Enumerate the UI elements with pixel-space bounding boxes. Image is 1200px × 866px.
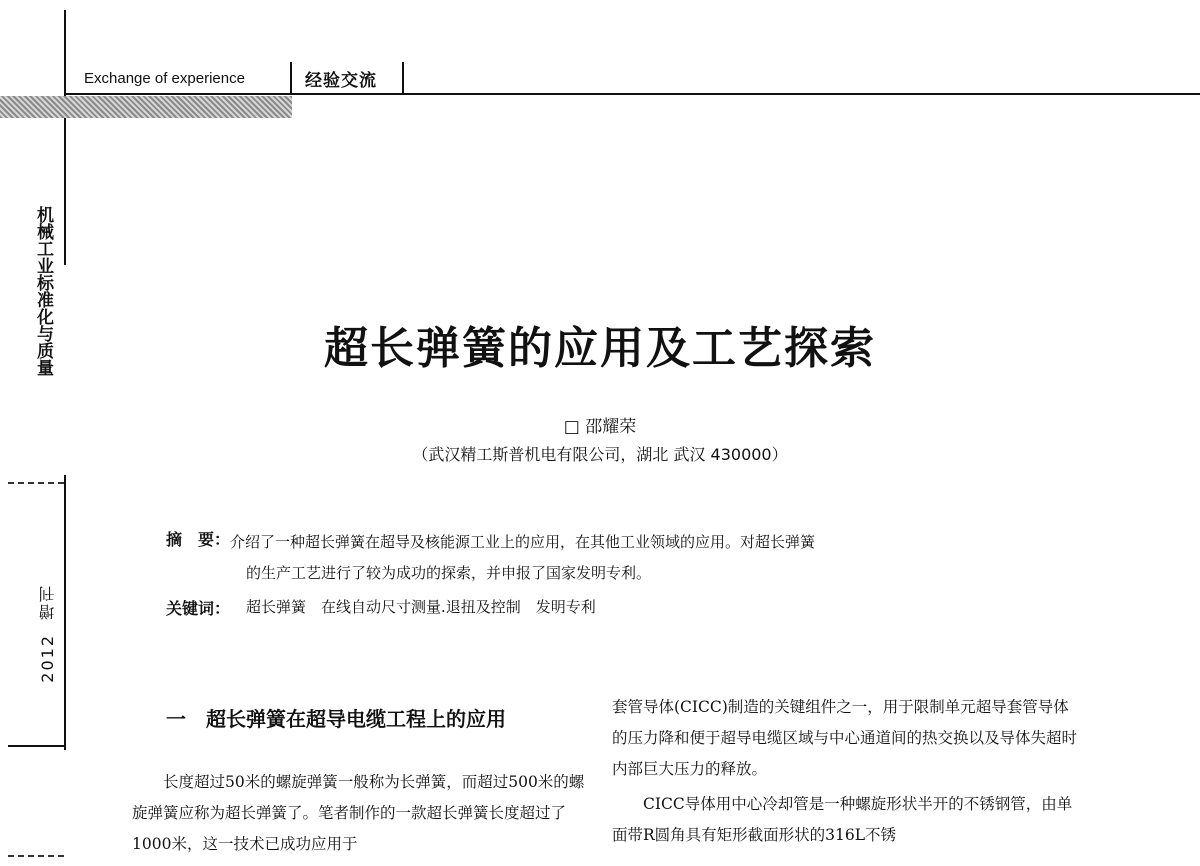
section-heading: 一 超长弹簧在超导电缆工程上的应用 xyxy=(166,707,506,731)
header-hatch-band xyxy=(0,96,292,118)
header-separator xyxy=(402,62,404,94)
section-label-cn: 经验交流 xyxy=(305,71,377,91)
body-paragraph-left: 长度超过50米的螺旋弹簧一般称为长弹簧，而超过500米的螺旋弹簧应称为超长弹簧了。笔者制作的一款超长弹簧长度超过了1000米，这一技术已成功应用于 xyxy=(132,773,585,853)
issue-year: 2012 xyxy=(38,634,57,683)
left-margin-rule-bottom xyxy=(64,475,66,750)
abstract-label: 摘 要： xyxy=(166,530,231,549)
journal-name-vertical: 机械工业标准化与质量 xyxy=(33,206,53,376)
section-label-en: Exchange of experience xyxy=(84,70,245,87)
divider-solid xyxy=(8,745,66,747)
divider-dashed xyxy=(8,482,64,484)
body-paragraph-right-2: CICC导体用中心冷却管是一种螺旋形状半开的不锈钢管，由单面带R圆角具有矩形截面形状的316L不锈 xyxy=(612,795,1073,844)
abstract-text-line1: 介绍了一种超长弹簧在超导及核能源工业上的应用，在其他工业领域的应用。对超长弹簧 xyxy=(230,533,816,551)
abstract-text-line2: 的生产工艺进行了较为成功的探索，并申报了国家发明专利。 xyxy=(246,564,652,582)
author-affiliation: （武汉精工斯普机电有限公司，湖北 武汉 430000） xyxy=(412,445,788,464)
header-rule xyxy=(64,93,1200,95)
issue-label: 增刊 xyxy=(38,584,57,620)
left-margin-rule-top xyxy=(64,10,66,265)
header-separator xyxy=(290,62,292,94)
article-author: □ 邵耀荣 xyxy=(563,417,637,437)
body-paragraph-right-1: 套管导体(CICC)制造的关键组件之一，用于限制单元超导套管导体的压力降和便于超导电缆区域与中心通道间的热交换以及导体失超时内部巨大压力的释放。 xyxy=(612,698,1078,778)
body-column-right xyxy=(612,692,1082,851)
divider-dashed xyxy=(8,855,64,857)
keywords-label: 关键词： xyxy=(166,599,231,618)
issue-info-vertical xyxy=(36,584,59,683)
keywords-text: 超长弹簧 在线自动尺寸测量.退扭及控制 发明专利 xyxy=(246,598,596,616)
article-title: 超长弹簧的应用及工艺探索 xyxy=(324,323,876,374)
